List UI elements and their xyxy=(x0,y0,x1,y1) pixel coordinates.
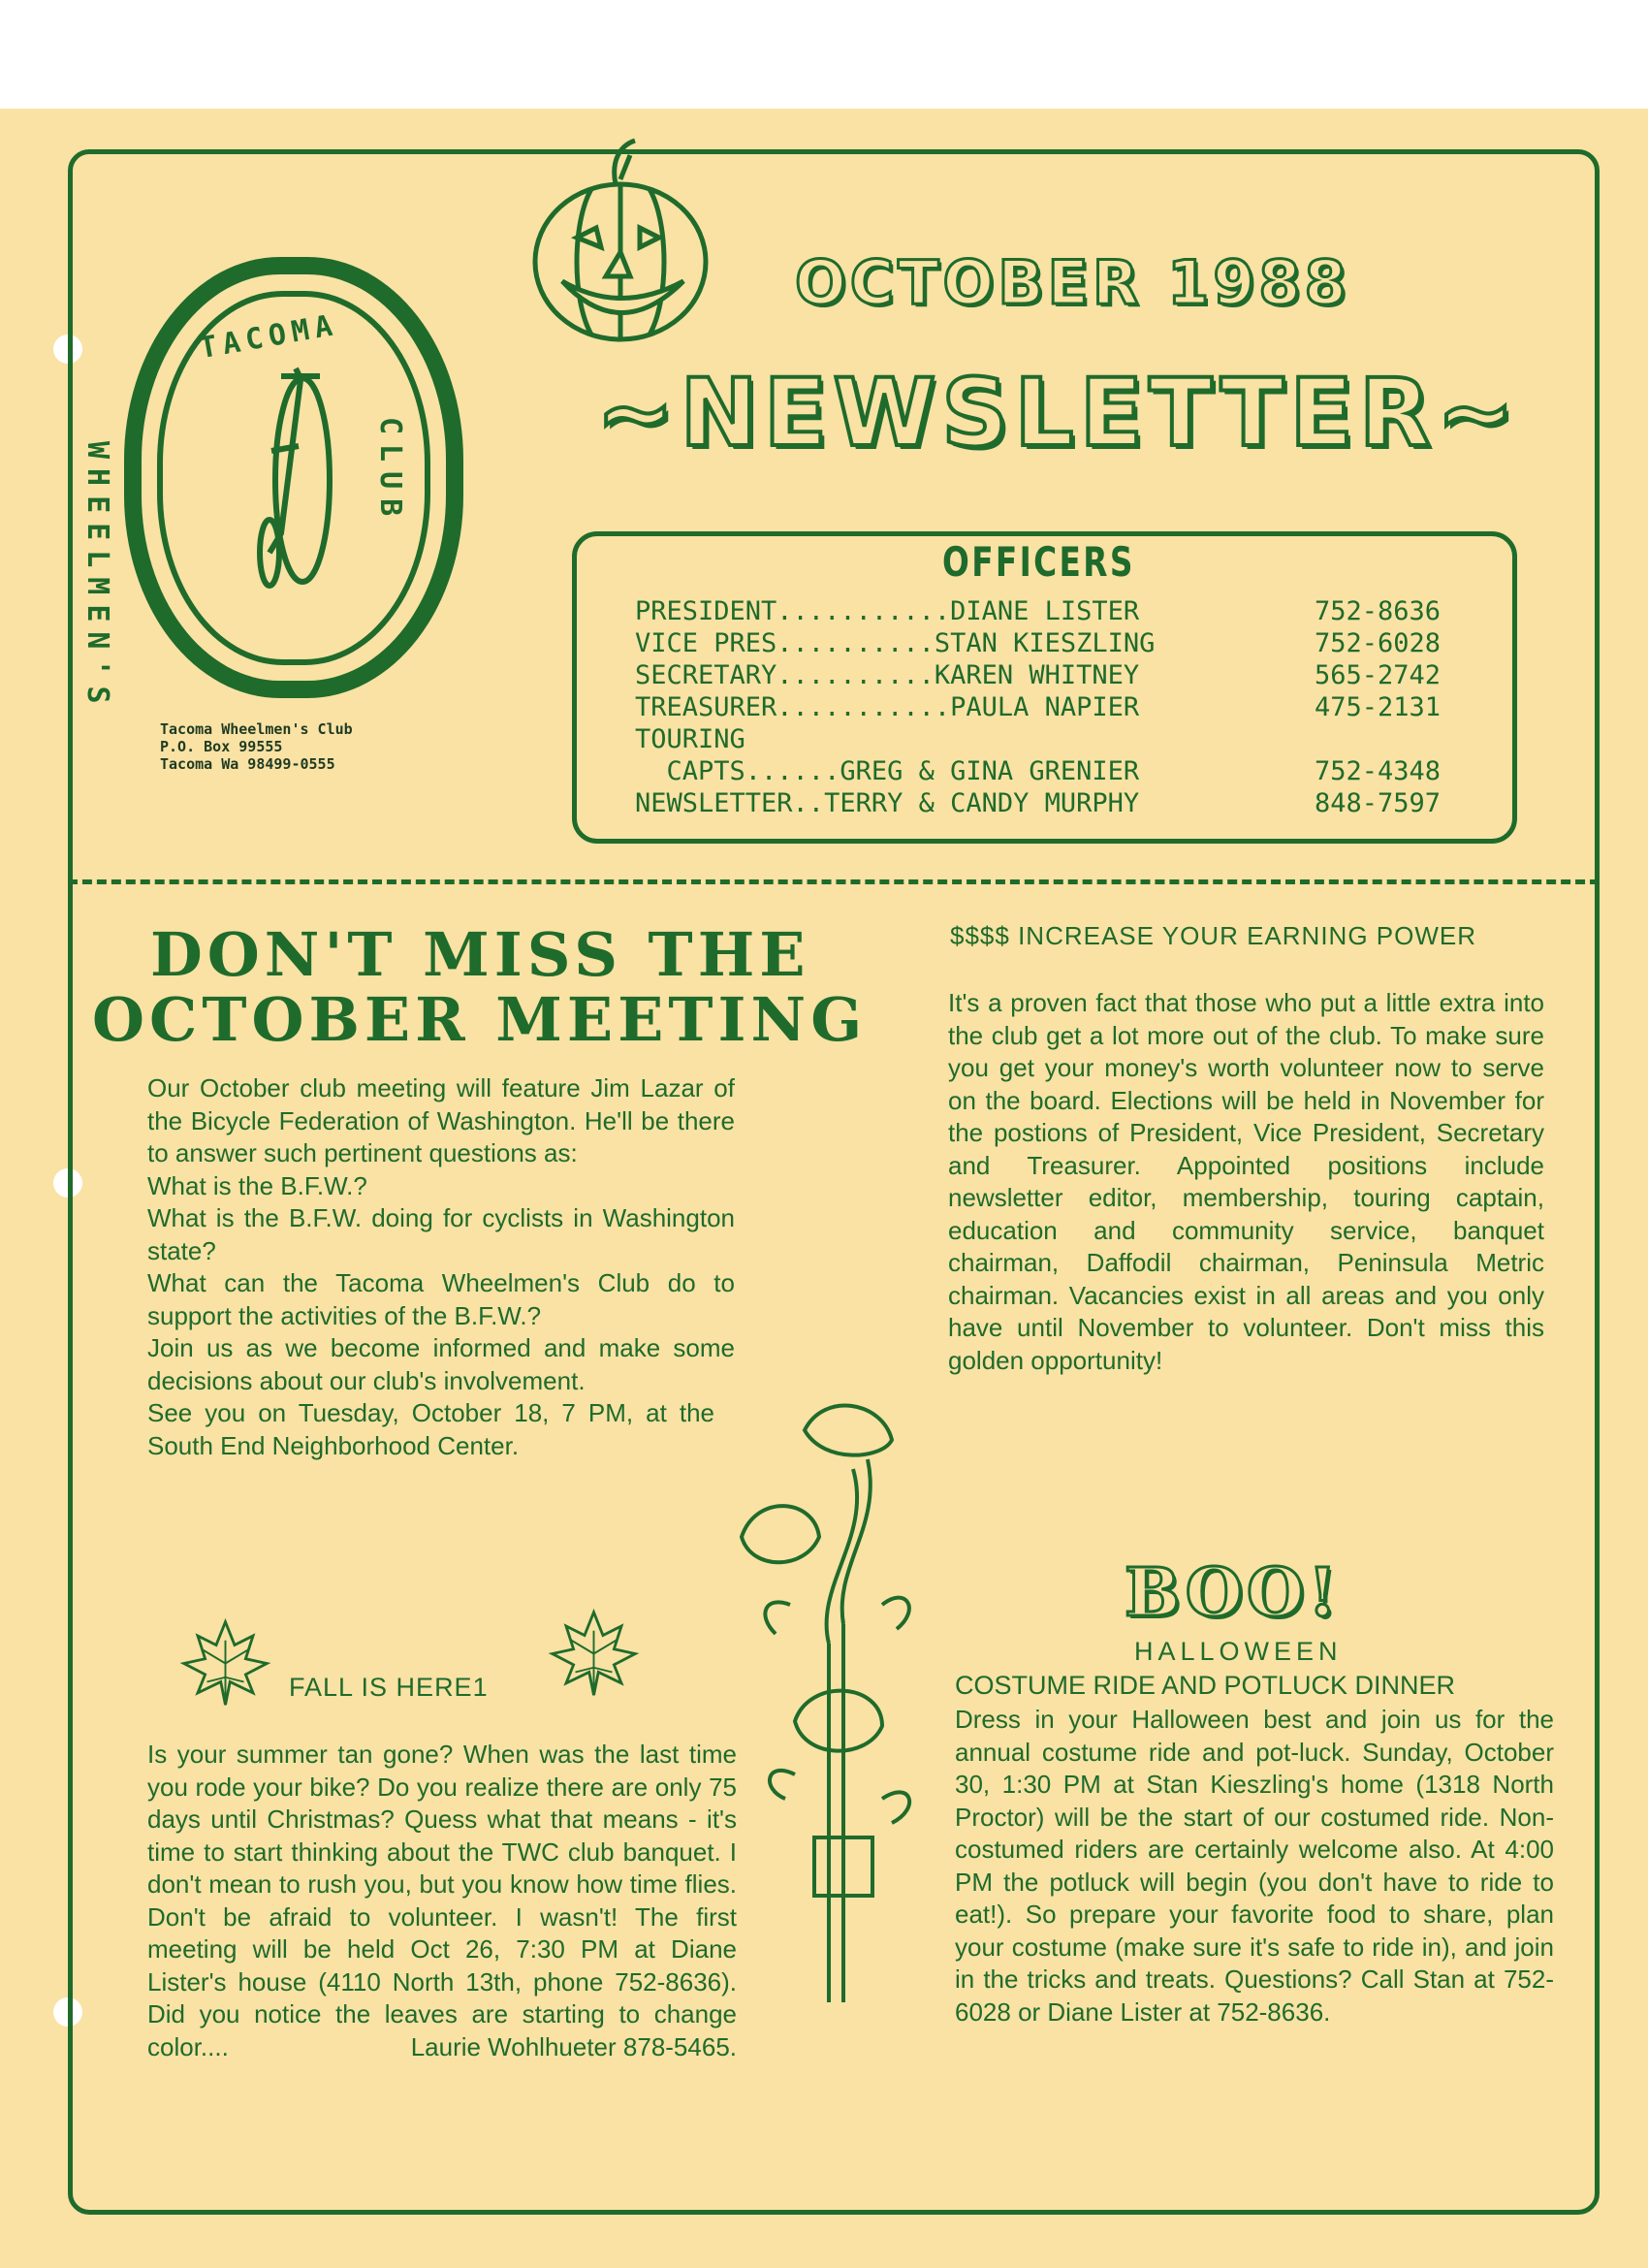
costume-ride-heading: COSTUME RIDE AND POTLUCK DINNER xyxy=(955,1671,1456,1700)
officers-title: OFFICERS xyxy=(942,538,1135,586)
officer-phone: 848-7597 xyxy=(1315,788,1442,818)
officer-row: VICE PRES..........STAN KIESZLING xyxy=(635,628,1156,658)
newsletter-title: ~NEWSLETTER~ xyxy=(596,359,1521,467)
meeting-headline-line2: OCTOBER MEETING xyxy=(92,984,868,1055)
logo-text-top: TACOMA xyxy=(197,307,341,367)
logo-text-left: WHEELMEN'S xyxy=(80,441,114,714)
meeting-question: What is the B.F.W. doing for cyclists in Washington state? xyxy=(147,1203,735,1265)
issue-date: OCTOBER 1988 xyxy=(795,247,1350,318)
officer-phone: 475-2131 xyxy=(1315,692,1442,722)
meeting-question: What can the Tacoma Wheelmen's Club do to support the activities of the B.F.W.? xyxy=(147,1268,735,1330)
meeting-intro: Our October club meeting will feature Jim Lazar of the Bicycle Federation of Washington. He'll be there to answer such pertinent questions as: xyxy=(147,1073,735,1167)
poppy-flower-illustration xyxy=(737,1391,931,2012)
earning-article xyxy=(948,987,1544,1377)
section-divider xyxy=(68,879,1600,884)
officer-row: NEWSLETTER..TERRY & CANDY MURPHY xyxy=(635,788,1140,818)
fall-signature: Laurie Wohlhueter 878-5465. xyxy=(410,2032,737,2061)
halloween-label: HALLOWEEN xyxy=(1134,1637,1343,1666)
officer-row: TREASURER...........PAULA NAPIER xyxy=(635,692,1140,722)
address-line: Tacoma Wa 98499-0555 xyxy=(160,755,335,773)
meeting-headline-line1: DON'T MISS THE xyxy=(150,919,810,990)
earning-heading: $$$$ INCREASE YOUR EARNING POWER xyxy=(950,921,1476,950)
meeting-details: See you on Tuesday, October 18, 7 PM, at the South End Neighborhood Center. xyxy=(147,1398,714,1460)
fall-heading: FALL IS HERE1 xyxy=(289,1673,489,1702)
logo-text-right: CLUB xyxy=(373,417,407,527)
meeting-join: Join us as we become informed and make some decisions about our club's involvement. xyxy=(147,1333,735,1395)
officer-row: TOURING xyxy=(635,724,745,754)
maple-leaf-icon xyxy=(179,1617,271,1709)
officer-phone: 752-6028 xyxy=(1315,628,1442,658)
officer-phone: 565-2742 xyxy=(1315,660,1442,690)
club-address xyxy=(160,720,353,773)
address-line: P.O. Box 99555 xyxy=(160,738,283,755)
officer-phone: 752-4348 xyxy=(1315,756,1442,786)
penny-farthing-bicycle-icon xyxy=(242,359,349,591)
maple-leaf-icon xyxy=(548,1608,640,1700)
fall-body: Is your summer tan gone? When was the last time you rode your bike? Do you realize there are only 75 days until Christmas? Quess what that means - it's time to start thinking about the TWC club banquet. I don't mean to rush you, but you know how time flies. Don't be afraid to volunteer. I wasn't! The first meeting will be held Oct 26, 7:30 PM at Diane Lister's house (4110 North 13th, phone 752-8636). Did you notice the leaves are starting to change color.... xyxy=(147,1740,737,2061)
address-line: Tacoma Wheelmen's Club xyxy=(160,720,353,738)
officer-row: SECRETARY..........KAREN WHITNEY xyxy=(635,660,1140,690)
officer-row: CAPTS......GREG & GINA GRENIER xyxy=(635,756,1140,786)
fall-article xyxy=(147,1739,737,2064)
jack-o-lantern-icon xyxy=(523,136,717,349)
earning-body: It's a proven fact that those who put a little extra into the club get a lot more out of the club. To make sure you get your money's worth volunteer now to serve on the board. Elections will be held in November for the postions of President, Vice President, Secretary and Treasurer. Appointed positions include newsletter editor, membership, touring captain, education and community service, banquet chairman, Daffodil chairman, Peninsula Metric chairman. Vacancies exist in all areas and you only have until November to volunteer. Don't miss this golden opportunity! xyxy=(948,988,1544,1375)
boo-heading: BOO! xyxy=(1125,1554,1342,1632)
meeting-question: What is the B.F.W.? xyxy=(147,1170,367,1200)
halloween-body: Dress in your Halloween best and join us for the annual costume ride and pot-luck. Sunday, October 30, 1:30 PM at Stan Kieszling's home (1318 North Proctor) will be the start of our costumed ride. Non-costumed riders are certainly welcome also. At 4:00 PM the potluck will begin (you don't have to ride to eat!). So prepare your favorite food to share, plan your costume (make sure it's safe to ride in), and join in the tricks and treats. Questions? Call Stan at 752-6028 or Diane Lister at 752-8636. xyxy=(955,1705,1554,2027)
meeting-article xyxy=(147,1072,735,1462)
officer-phone: 752-8636 xyxy=(1315,596,1442,626)
officer-row: PRESIDENT...........DIANE LISTER xyxy=(635,596,1140,626)
halloween-article xyxy=(955,1704,1554,2028)
